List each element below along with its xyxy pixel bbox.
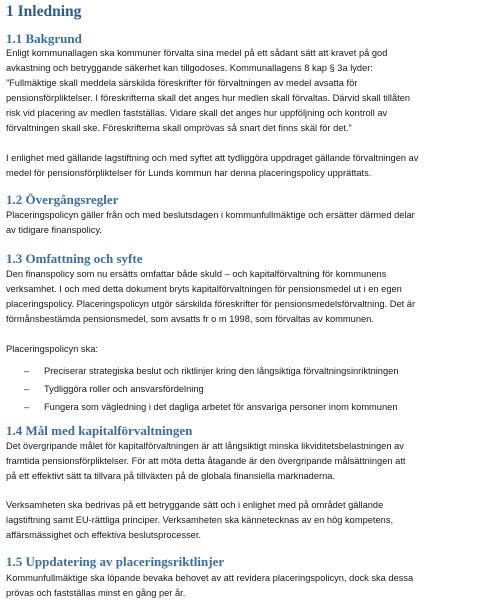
text-line: ”Fullmäktige skall meddela särskilda föreskrifter för förvaltningen av medel avsatta för [6, 78, 358, 88]
paragraph-omfattning-1 [6, 267, 490, 327]
text-line: framtida pensionsförpliktelser. För att möta detta åtagande är den övergripande målsättningen att [6, 456, 406, 466]
text-line: I enlighet med gällande lagstiftning och med syftet att tydliggöra uppdraget gällande förvaltningen av [6, 153, 419, 163]
list-item-text: Preciserar strategiska beslut och riktlinjer kring den långsiktiga förvaltningsinriktningen [44, 366, 399, 376]
list-item [6, 362, 490, 380]
list-item-text: Tydliggöra roller och ansvarsfördelning [44, 384, 204, 394]
paragraph-overgangsregler [6, 208, 490, 238]
paragraph-mal-2 [6, 498, 490, 543]
text-line: verksamhet. I och med detta dokument bryts kapitalförvaltningen för pensionsmedel ut i en egen [6, 284, 402, 294]
section-heading-mal: 1.4 Mål med kapitalförvaltningen [6, 423, 193, 438]
text-line: Kommunfullmäktige ska löpande bevaka behovet av att revidera placeringspolicyn, dock ska dessa [6, 573, 414, 583]
text-line: medel för pensionsförpliktelser för Lunds kommun har denna placeringspolicy upprättats. [6, 168, 372, 178]
text-line: lagstiftning samt EU-rättliga principer. Verksamheten ska kännetecknas av en hög kompetens, [6, 515, 394, 525]
section-heading-overgangsregler: 1.2 Övergångsregler [6, 192, 119, 207]
document-page [6, 0, 490, 616]
text-line: Placeringspolicyn ska: [6, 344, 98, 354]
section-heading-bakgrund: 1.1 Bakgrund [6, 31, 82, 46]
text-line: förvaltningen skall ske. Föreskrifterna skall omprövas så snart det finns skäl för det.” [6, 123, 352, 133]
paragraph-bakgrund-1 [6, 46, 490, 136]
bullet-dash: – [24, 366, 30, 376]
text-line: prövas och fastställas minst en gång per år. [6, 588, 186, 598]
section-heading-omfattning: 1.3 Omfattning och syfte [6, 251, 143, 266]
text-line: av tidigare finanspolicy. [6, 225, 102, 235]
bullet-dash: – [24, 402, 30, 412]
list-item-text: Fungera som vägledning i det dagliga arbetet för ansvariga personer inom kommunen [44, 402, 398, 412]
text-line: pensionsförpliktelser. I föreskrifterna skall det anges hur medlen skall förvaltas. Därvid skall tillåten [6, 93, 411, 103]
text-line: på ett effektivt sätt ta tillvara på tillväxten på de globala finansiella marknaderna. [6, 471, 336, 481]
list-item [6, 398, 490, 416]
paragraph-bakgrund-2 [6, 151, 490, 181]
bullet-list [6, 362, 490, 416]
text-line: affärsmässighet och effektiva beslutsprocesser. [6, 530, 201, 540]
text-line: Enligt kommunallagen ska kommuner förvalta sina medel på ett sådant sätt att kravet på god [6, 48, 388, 58]
paragraph-omfattning-2 [6, 342, 490, 357]
chapter-heading: 1 Inledning [6, 3, 82, 20]
text-line: avkastning och betryggande säkerhet kan tillgodoses. Kommunallagens 8 kap § 3a lyder: [6, 63, 373, 73]
paragraph-uppdatering [6, 571, 490, 601]
text-line: Det övergripande målet för kapitalförvaltningen är att långsiktigt minska likviditetsbelastningen av [6, 441, 404, 451]
text-line: risk vid placering av medlen fastställas. Vidare skall det anges hur uppföljning och kontroll av [6, 108, 388, 118]
paragraph-mal-1 [6, 439, 490, 484]
list-item [6, 380, 490, 398]
text-line: Den finanspolicy som nu ersätts omfattar både skuld – och kapitalförvaltning för kommunens [6, 269, 387, 279]
bullet-dash: – [24, 384, 30, 394]
text-line: placeringspolicy. Placeringspolicyn utgör särskilda föreskrifter för pensionsmedelsförvaltning. Det är [6, 299, 416, 309]
text-line: förmånsbestämda pensionsmedel, som avsatts fr o m 1998, som förvaltas av kommunen. [6, 314, 374, 324]
section-heading-uppdatering: 1.5 Uppdatering av placeringsriktlinjer [6, 554, 225, 569]
text-line: Verksamheten ska bedrivas på ett betryggande sätt och i enlighet med på området gällande [6, 500, 384, 510]
text-line: Placeringspolicyn gäller från och med beslutsdagen i kommunfullmäktige och ersätter därmed delar [6, 210, 415, 220]
